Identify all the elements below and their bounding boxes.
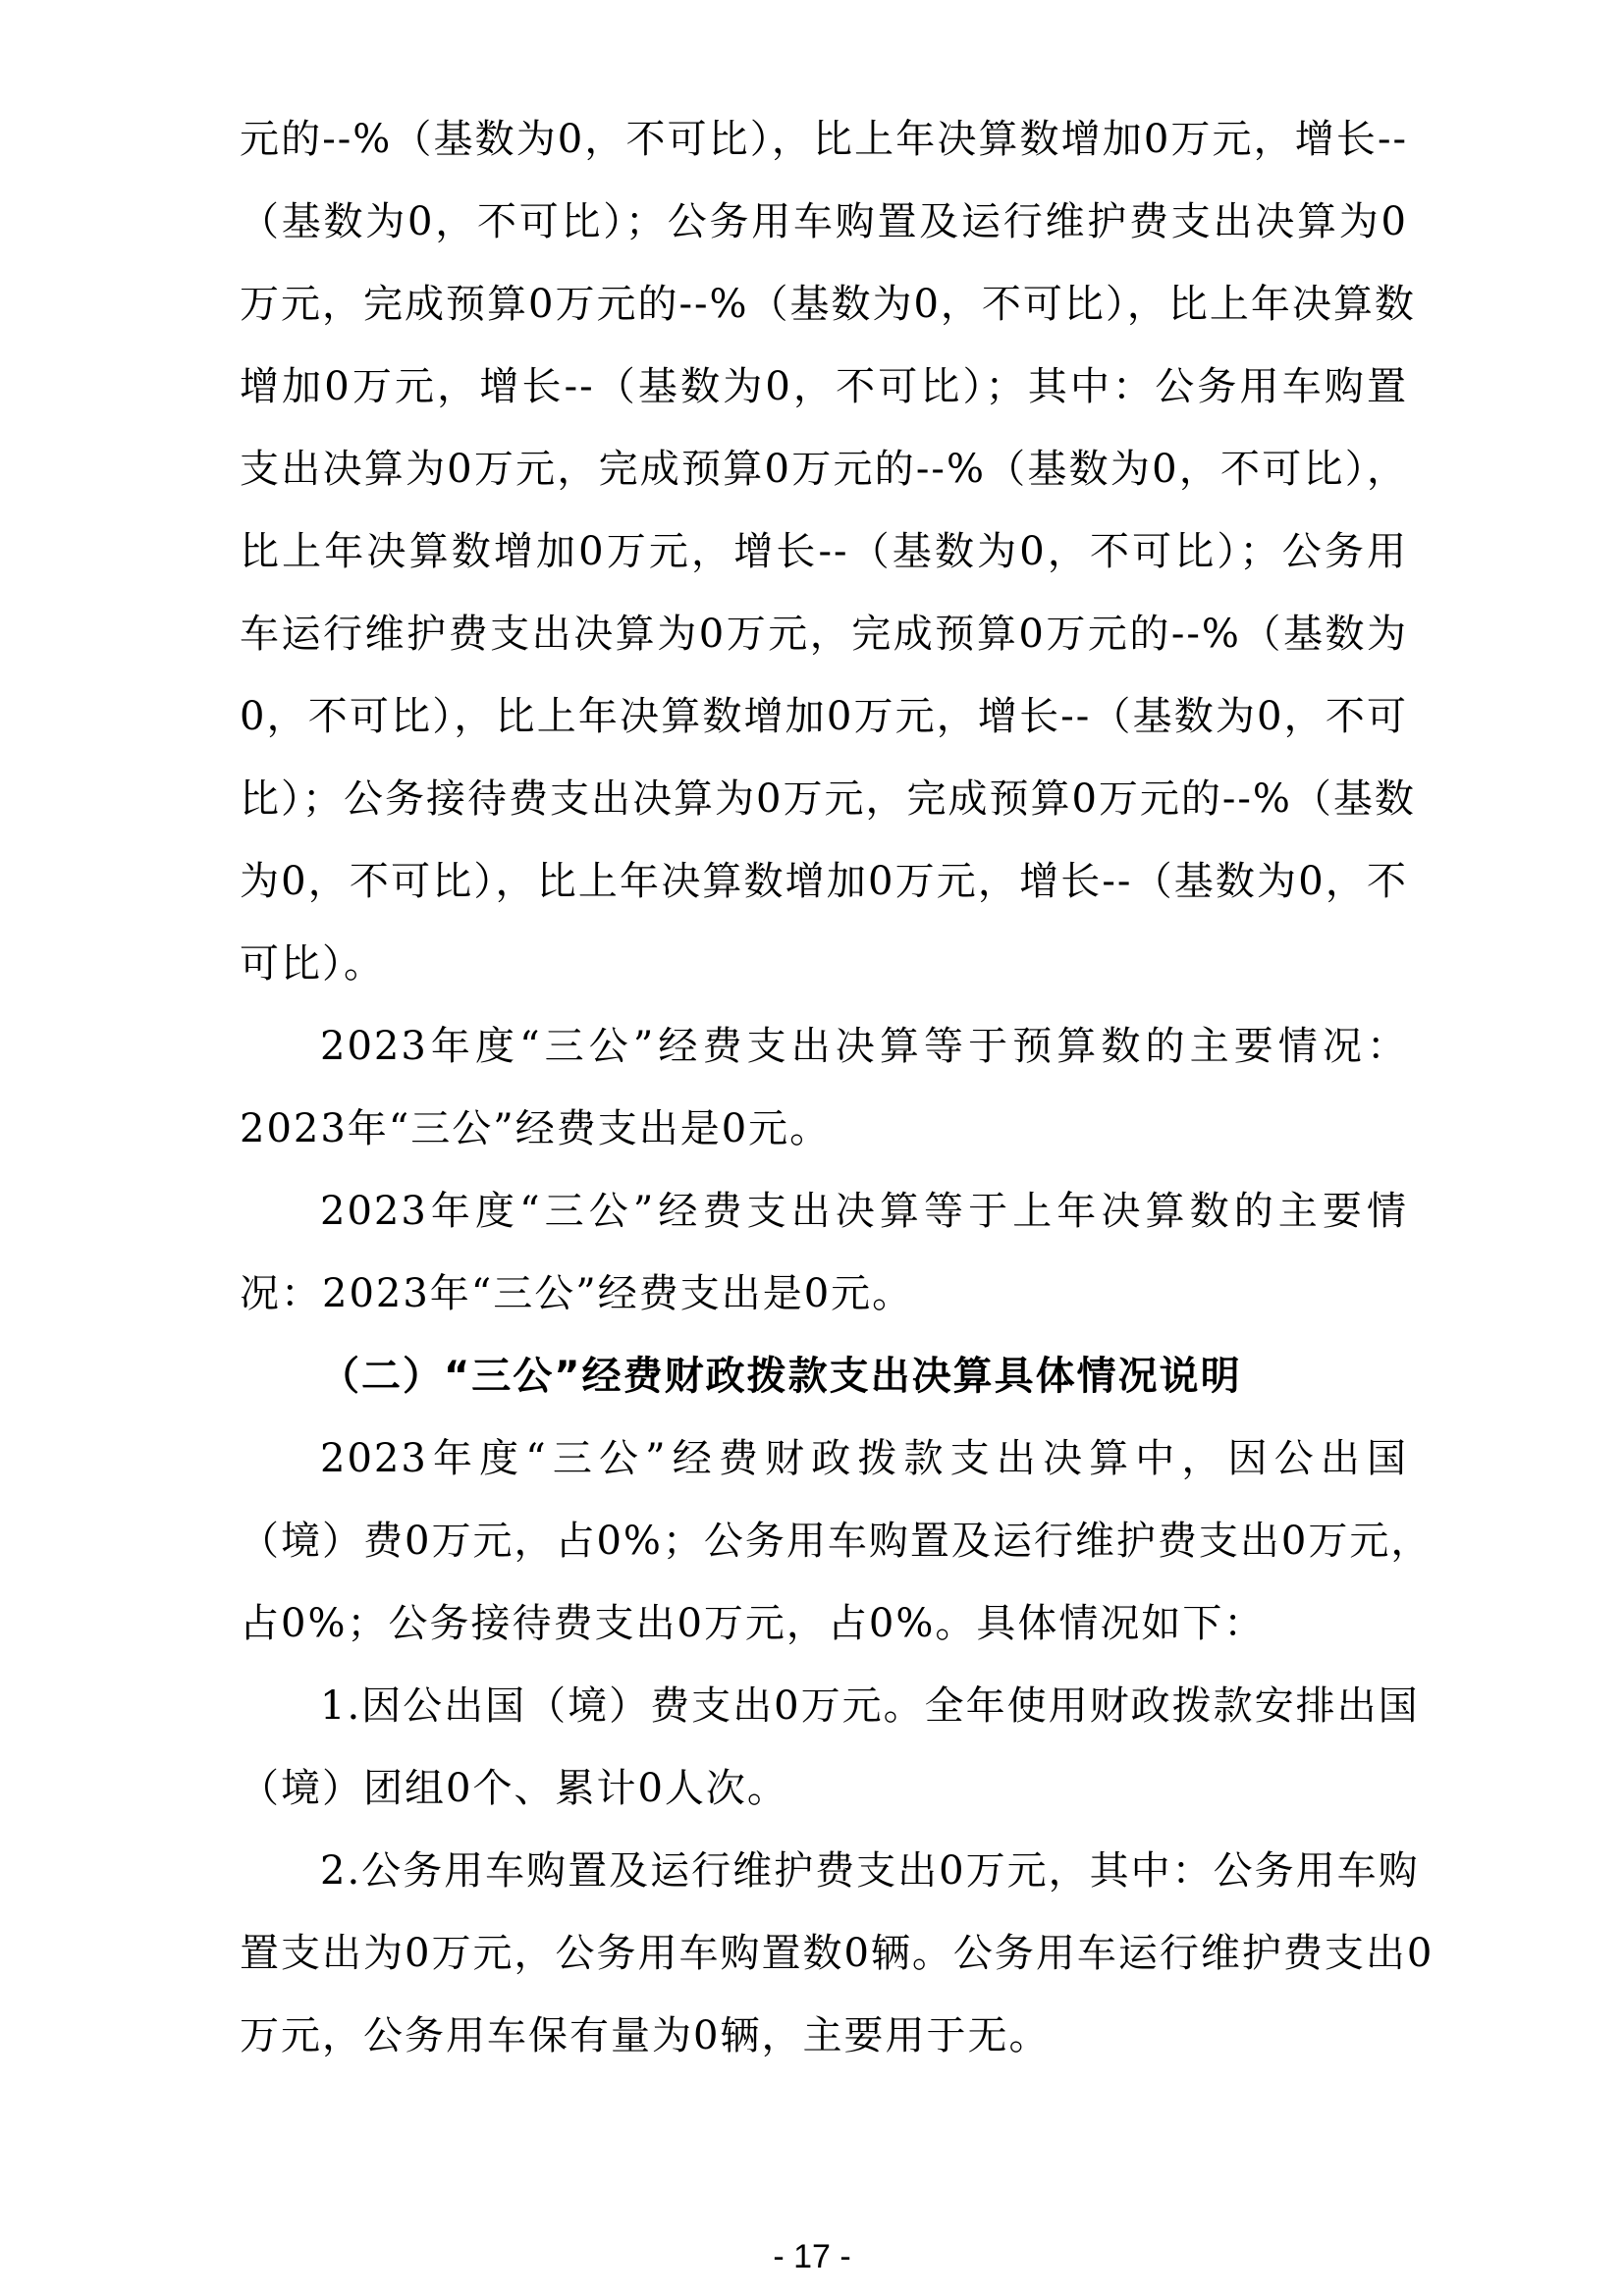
text-line: 况：2023年“三公”经费支出是0元。 (240, 1271, 914, 1316)
text-line: 比）；公务接待费支出决算为0万元，完成预算0万元的--%（基数 (240, 776, 1416, 822)
text-line: 1.因公出国（境）费支出0万元。全年使用财政拨款安排出国 (320, 1683, 1420, 1729)
text-line: 2023年“三公”经费支出是0元。 (240, 1106, 832, 1151)
text-line: 万元，公务用车保有量为0辆，主要用于无。 (240, 2013, 1051, 2058)
text-line: 占0%；公务接待费支出0万元，占0%。具体情况如下： (240, 1601, 1266, 1646)
text-line: （境）团组0个、累计0人次。 (240, 1766, 788, 1811)
text-line: 车运行维护费支出决算为0万元，完成预算0万元的--%（基数为 (240, 612, 1408, 657)
text-line: 2.公务用车购置及运行维护费支出0万元，其中：公务用车购 (320, 1848, 1420, 1894)
text-line: 为0，不可比），比上年决算数增加0万元，增长--（基数为0，不 (240, 859, 1408, 904)
page-number: - 17 - (773, 2238, 851, 2275)
text-line: 万元，完成预算0万元的--%（基数为0，不可比），比上年决算数 (240, 282, 1416, 327)
text-line: 比上年决算数增加0万元，增长--（基数为0，不可比）；公务用 (240, 529, 1408, 574)
section-heading: （二）“三公”经费财政拨款支出决算具体情况说明 (320, 1354, 1242, 1399)
text-line: 2023年度“三公”经费支出决算等于预算数的主要情况： (320, 1024, 1408, 1069)
text-line: 2023年度“三公”经费支出决算等于上年决算数的主要情 (320, 1189, 1408, 1234)
text-line: 增加0万元，增长--（基数为0，不可比）；其中：公务用车购置 (240, 364, 1408, 409)
document-body (240, 98, 1435, 2077)
text-line: 2023年度“三公”经费财政拨款支出决算中，因公出国 (320, 1436, 1408, 1481)
text-line: 置支出为0万元，公务用车购置数0辆。公务用车运行维护费支出0 (240, 1931, 1435, 1976)
text-line: 可比）。 (240, 941, 385, 987)
text-line: 支出决算为0万元，完成预算0万元的--%（基数为0，不可比）， (240, 447, 1408, 492)
text-line: 0，不可比），比上年决算数增加0万元，增长--（基数为0，不可 (240, 694, 1408, 739)
text-line: （境）费0万元，占0%；公务用车购置及运行维护费支出0万元， (240, 1519, 1433, 1564)
text-line: 元的--%（基数为0，不可比），比上年决算数增加0万元，增长-- (240, 117, 1408, 162)
text-line: （基数为0，不可比）；公务用车购置及运行维护费支出决算为0 (240, 199, 1408, 244)
